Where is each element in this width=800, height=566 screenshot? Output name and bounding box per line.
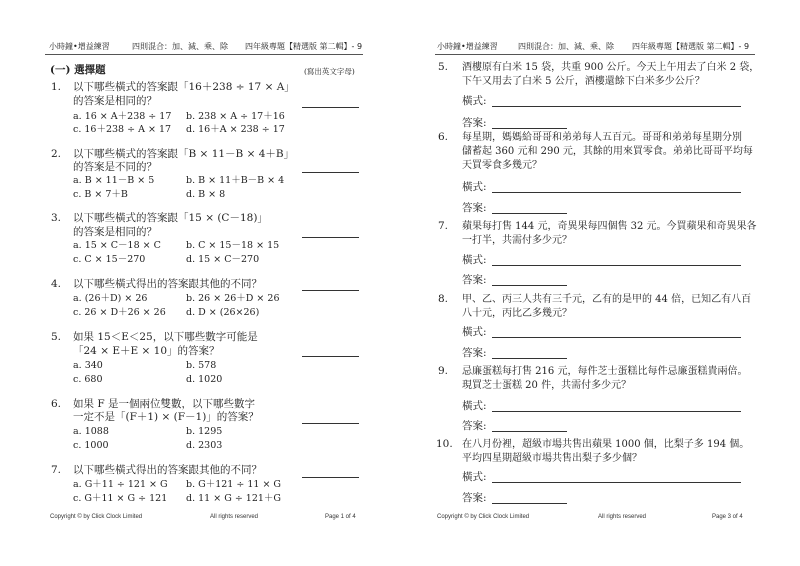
question-text: 甲、乙、丙三人共有三千元，乙有的是甲的 44 倍，已知乙有八百 — [462, 294, 752, 305]
question-text: 的答案是不同的？ — [73, 161, 157, 173]
formula-label: 橫式: — [462, 181, 487, 193]
answer-label: 答案: — [462, 492, 487, 504]
answer-line[interactable] — [492, 358, 567, 359]
option: a. 16 × A＋238 ÷ 17 — [73, 111, 172, 122]
option: c. 16＋238 ÷ A × 17 — [73, 124, 172, 135]
header-rule — [45, 54, 363, 55]
option: b. 26 × 26＋D × 26 — [186, 293, 280, 304]
question-text: 下午又用去了白米 5 公斤，酒樓還餘下白米多少公斤？ — [462, 76, 705, 87]
option: c. 1000 — [73, 440, 109, 451]
header-brand: 小時鐘•增益練習 — [49, 42, 110, 51]
question-number: 10. — [436, 438, 453, 450]
header-topic: 四則混合：加、減、乘、除 — [518, 42, 614, 51]
question-text: 每星期，媽媽給哥哥和弟弟每人五百元。哥哥和弟弟每星期分別 — [462, 132, 742, 143]
question-number: 6. — [51, 398, 62, 410]
formula-label: 橫式: — [462, 471, 487, 483]
question-text: 以下哪些橫式的答案跟「16＋238 ÷ 17 × A」 — [73, 81, 295, 93]
question-text: 「24 × E＋E × 10」的答案？ — [73, 345, 220, 357]
answer-blank[interactable] — [302, 237, 359, 238]
option: d. 11 × G ÷ 121＋G — [186, 493, 282, 504]
question-text: 以下哪些橫式得出的答案跟其他的不同？ — [73, 278, 262, 290]
question-text: 儲蓄起 360 元和 290 元，其餘的用來買零食。弟弟比哥哥平均每 — [462, 146, 753, 157]
question-text: 以下哪些橫式的答案跟「B × 11－B × 4＋B」 — [73, 148, 295, 160]
question-number: 5. — [51, 331, 62, 343]
header-series: 四年級專題【精選版 第二輯】- 9 — [632, 42, 750, 51]
answer-line[interactable] — [492, 285, 567, 286]
question-text: 酒樓原有白米 15 袋，共重 900 公斤。今天上午用去了白米 2 袋， — [462, 62, 760, 73]
answer-blank[interactable] — [302, 172, 359, 173]
question-text: 如果 15＜E＜25，以下哪些數字可能是 — [73, 331, 258, 343]
formula-label: 橫式: — [462, 400, 487, 412]
formula-line[interactable] — [492, 411, 741, 412]
option: b. 578 — [186, 360, 217, 371]
worksheet-page-right — [400, 0, 800, 566]
option: a. G＋11 ÷ 121 × G — [73, 479, 168, 490]
formula-line[interactable] — [492, 106, 741, 107]
option: b. G＋121 ÷ 11 × G — [186, 479, 282, 490]
answer-label: 答案: — [462, 274, 487, 286]
question-number: 7. — [51, 464, 62, 476]
formula-label: 橫式: — [462, 95, 487, 107]
section-note: (寫出英文字母) — [304, 67, 355, 76]
answer-blank[interactable] — [302, 477, 359, 478]
option: d. 1020 — [186, 374, 223, 385]
answer-blank[interactable] — [302, 290, 359, 291]
question-text: 以下哪些橫式得出的答案跟其他的不同？ — [73, 464, 262, 476]
formula-line[interactable] — [492, 337, 741, 338]
question-number: 3. — [51, 212, 62, 224]
formula-line[interactable] — [492, 265, 741, 266]
section-title: (一) 選擇題 — [50, 64, 106, 76]
option: a. (26＋D) × 26 — [73, 293, 148, 304]
header-rule — [435, 54, 755, 55]
footer-page-number: Page 1 of 4 — [325, 514, 356, 520]
question-text: 現買芝士蛋糕 20 件，共需付多少元？ — [462, 380, 632, 391]
answer-line[interactable] — [492, 213, 567, 214]
answer-line[interactable] — [492, 503, 567, 504]
option: a. B × 11－B × 5 — [73, 175, 155, 186]
question-number: 8. — [438, 293, 449, 305]
question-text: 以下哪些橫式的答案跟「15 × (C－18)」 — [73, 212, 268, 224]
question-number: 6. — [438, 131, 449, 143]
answer-blank[interactable] — [302, 107, 359, 108]
option: c. B × 7＋B — [73, 189, 128, 200]
answer-line[interactable] — [492, 128, 567, 129]
question-text: 的答案是相同的？ — [73, 226, 157, 238]
question-number: 1. — [51, 81, 62, 93]
header-series: 四年級專題【精選版 第二輯】- 9 — [245, 42, 363, 51]
formula-line[interactable] — [492, 482, 741, 483]
formula-label: 橫式: — [462, 254, 487, 266]
question-text: 八十元，丙比乙多幾元？ — [462, 308, 572, 319]
footer-copyright: Copyright © by Click Clock Limited — [437, 514, 530, 520]
option: d. B × 8 — [186, 189, 226, 200]
option: c. C × 15－270 — [73, 254, 146, 265]
question-text: 平均四星期超級市場共售出梨子多少個？ — [462, 453, 642, 464]
option: d. 2303 — [186, 440, 223, 451]
option: c. G＋11 × G ÷ 121 — [73, 493, 168, 504]
footer-copyright: Copyright © by Click Clock Limited — [50, 514, 143, 520]
option: b. C × 15－18 × 15 — [186, 240, 280, 251]
option: d. 16＋A × 238 ÷ 17 — [186, 124, 285, 135]
option: c. 680 — [73, 374, 103, 385]
answer-line[interactable] — [492, 431, 567, 432]
option: b. 238 × A ÷ 17＋16 — [186, 111, 285, 122]
question-number: 2. — [51, 148, 62, 160]
question-number: 5. — [438, 61, 449, 73]
option: d. 15 × C－270 — [186, 254, 260, 265]
question-text: 如果 F 是一個兩位雙數，以下哪些數字 — [73, 398, 255, 410]
option: d. D × (26×26) — [186, 307, 260, 318]
question-number: 7. — [438, 220, 449, 232]
question-text: 天買零食多幾元？ — [462, 160, 542, 171]
answer-label: 答案: — [462, 117, 487, 129]
header-topic: 四則混合：加、減、乘、除 — [132, 42, 228, 51]
footer-rights: All rights reserved — [210, 514, 259, 520]
formula-label: 橫式: — [462, 326, 487, 338]
question-number: 9. — [438, 365, 449, 377]
footer-rights: All rights reserved — [598, 514, 647, 520]
header-brand: 小時鐘•增益練習 — [437, 42, 498, 51]
answer-blank[interactable] — [302, 423, 359, 424]
question-text: 在八月份裡，超級市場共售出蘋果 1000 個，比梨子多 194 個。 — [462, 439, 750, 450]
option: a. 15 × C－18 × C — [73, 240, 161, 251]
answer-label: 答案: — [462, 347, 487, 359]
question-text: 一定不是「(F＋1) × (F－1)」的答案？ — [73, 411, 259, 423]
option: a. 1088 — [73, 426, 109, 437]
question-text: 一打半，共需付多少元？ — [462, 235, 572, 246]
option: b. B × 11＋B－B × 4 — [186, 175, 285, 186]
footer-page-number: Page 3 of 4 — [712, 514, 743, 520]
option: a. 340 — [73, 360, 103, 371]
answer-label: 答案: — [462, 420, 487, 432]
option: b. 1295 — [186, 426, 223, 437]
option: c. 26 × D＋26 × 26 — [73, 307, 166, 318]
answer-blank[interactable] — [302, 356, 359, 357]
question-text: 忌廉蛋糕每打售 216 元，每件芝士蛋糕比每件忌廉蛋糕貴兩倍。 — [462, 366, 748, 377]
formula-line[interactable] — [492, 192, 741, 193]
question-text: 的答案是相同的？ — [73, 95, 157, 107]
question-number: 4. — [51, 278, 62, 290]
answer-label: 答案: — [462, 202, 487, 214]
question-text: 蘋果每打售 144 元，奇異果每四個售 32 元。今買蘋果和奇異果各 — [462, 221, 757, 232]
